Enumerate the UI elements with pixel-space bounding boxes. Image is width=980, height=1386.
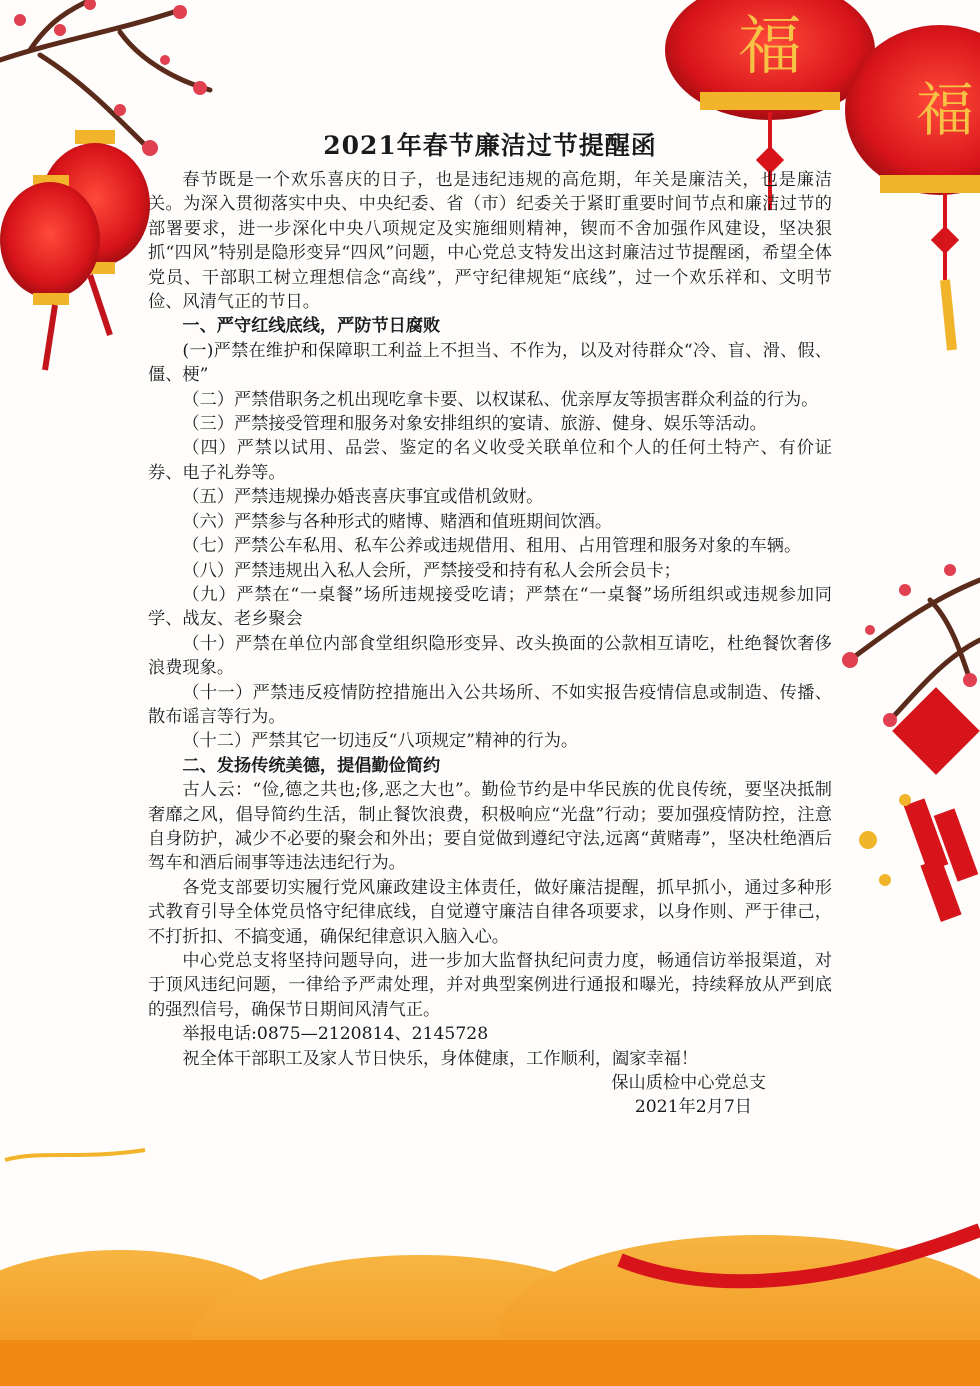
rule-item: （九）严禁在“一桌餐”场所违规接受吃请；严禁在“一桌餐”场所组织或违规参加同学、战友、老乡聚会 <box>148 584 832 630</box>
gold-swirl-left <box>5 1150 145 1160</box>
rule-item: （四）严禁以试用、品尝、鉴定的名义收受关联单位和个人的任何土特产、有价证券、电子礼券等。 <box>148 438 832 483</box>
letter-body <box>148 128 832 1120</box>
rule-item: （十一）严禁违反疫情防控措施出入公共场所、不如实报告疫情信息或制造、传播、散布谣言等行为。 <box>148 682 832 727</box>
holiday-wishes: 祝全体干部职工及家人节日快乐，身体健康，工作顺利，阖家幸福！ <box>182 1048 699 1069</box>
fu-character: 福 <box>738 10 802 84</box>
signature: 保山质检中心党总支 <box>611 1073 766 1094</box>
lantern-pair-left <box>0 130 150 370</box>
rule-item: （六）严禁参与各种形式的赌博、赌酒和值班期间饮酒。 <box>182 511 613 532</box>
hotline: 举报电话:0875—2120814、2145728 <box>182 1024 489 1045</box>
section-heading-1: 一、严守红线底线，严防节日腐败 <box>182 316 441 337</box>
plum-branch-right <box>842 564 980 922</box>
fu-character-right: 福 <box>915 76 975 144</box>
orange-hills-bottom <box>0 1230 980 1386</box>
paragraph-branches: 各党支部要切实履行党风廉政建设主体责任，做好廉洁提醒，抓早抓小，通过多种形式教育引导全体党员恪守纪律底线，自觉遵守廉洁自律各项要求，以身作则、严于律己，不打折扣、不搞变通，确保纪律意识入脑入心。 <box>148 877 832 947</box>
lantern-fu-right <box>845 25 980 350</box>
rule-item: （二）严禁借职务之机出现吃拿卡要、以权谋私、优亲厚友等损害群众利益的行为。 <box>182 389 819 410</box>
paragraph-thrift: 古人云：“俭,德之共也;侈,恶之大也”。勤俭节约是中华民族的优良传统，要坚决抵制奢靡之风，倡导简约生活，制止餐饮浪费，积极响应“光盘”行动；要加强疫情防控，注意自身防护，减少不必要的聚会和外出；要自觉做到遵纪守法,远离“黄赌毒”，坚决杜绝酒后驾车和酒后闹事等违法违纪行为。 <box>148 780 832 874</box>
rule-item: （八）严禁违规出入私人会所，严禁接受和持有私人会所会员卡； <box>182 560 681 581</box>
paragraph-supervision: 中心党总支将坚持问题导向，进一步加大监督执纪问责力度，畅通信访举报渠道，对于顶风违纪问题，一律给予严肃处理，并对典型案例进行通报和曝光，持续释放从严到底的强烈信号，确保节日期间风清气正。 <box>148 951 832 1020</box>
letter-date: 2021年2月7日 <box>634 1097 752 1118</box>
letter-title: 2021年春节廉洁过节提醒函 <box>323 131 657 160</box>
rule-item: （五）严禁违规操办婚丧喜庆事宜或借机敛财。 <box>182 487 544 508</box>
rule-item: （十二）严禁其它一切违反“八项规定”精神的行为。 <box>182 731 579 752</box>
rule-item: （七）严禁公车私用、私车公养或违规借用、租用、占用管理和服务对象的车辆。 <box>182 536 802 557</box>
rule-item: （十）严禁在单位内部食堂组织隐形变异、改头换面的公款相互请吃，杜绝餐饮奢侈浪费现象。 <box>148 633 832 679</box>
rule-item: （三）严禁接受管理和服务对象安排组织的宴请、旅游、健身、娱乐等活动。 <box>182 414 767 435</box>
rule-item: (一)严禁在维护和保障职工利益上不担当、不作为，以及对待群众“冷、盲、滑、假、僵、梗” <box>148 340 832 386</box>
section-heading-2: 二、发扬传统美德，提倡勤俭简约 <box>182 755 441 776</box>
intro-paragraph: 春节既是一个欢乐喜庆的日子，也是违纪违规的高危期，年关是廉洁关，也是廉洁关。为深入贯彻落实中央、中央纪委、省（市）纪委关于紧盯重要时间节点和廉洁过节的部署要求，进一步深化中央八项规定及实施细则精神，锲而不舍加强作风建设，坚决狠抓“四风”特别是隐形变异“四风”问题，中心党总支特发出这封廉洁过节提醒函，希望全体党员、干部职工树立理想信念“高线”，严守纪律规矩“底线”，过一个欢乐祥和、文明节俭、风清气正的节日。 <box>148 170 832 313</box>
